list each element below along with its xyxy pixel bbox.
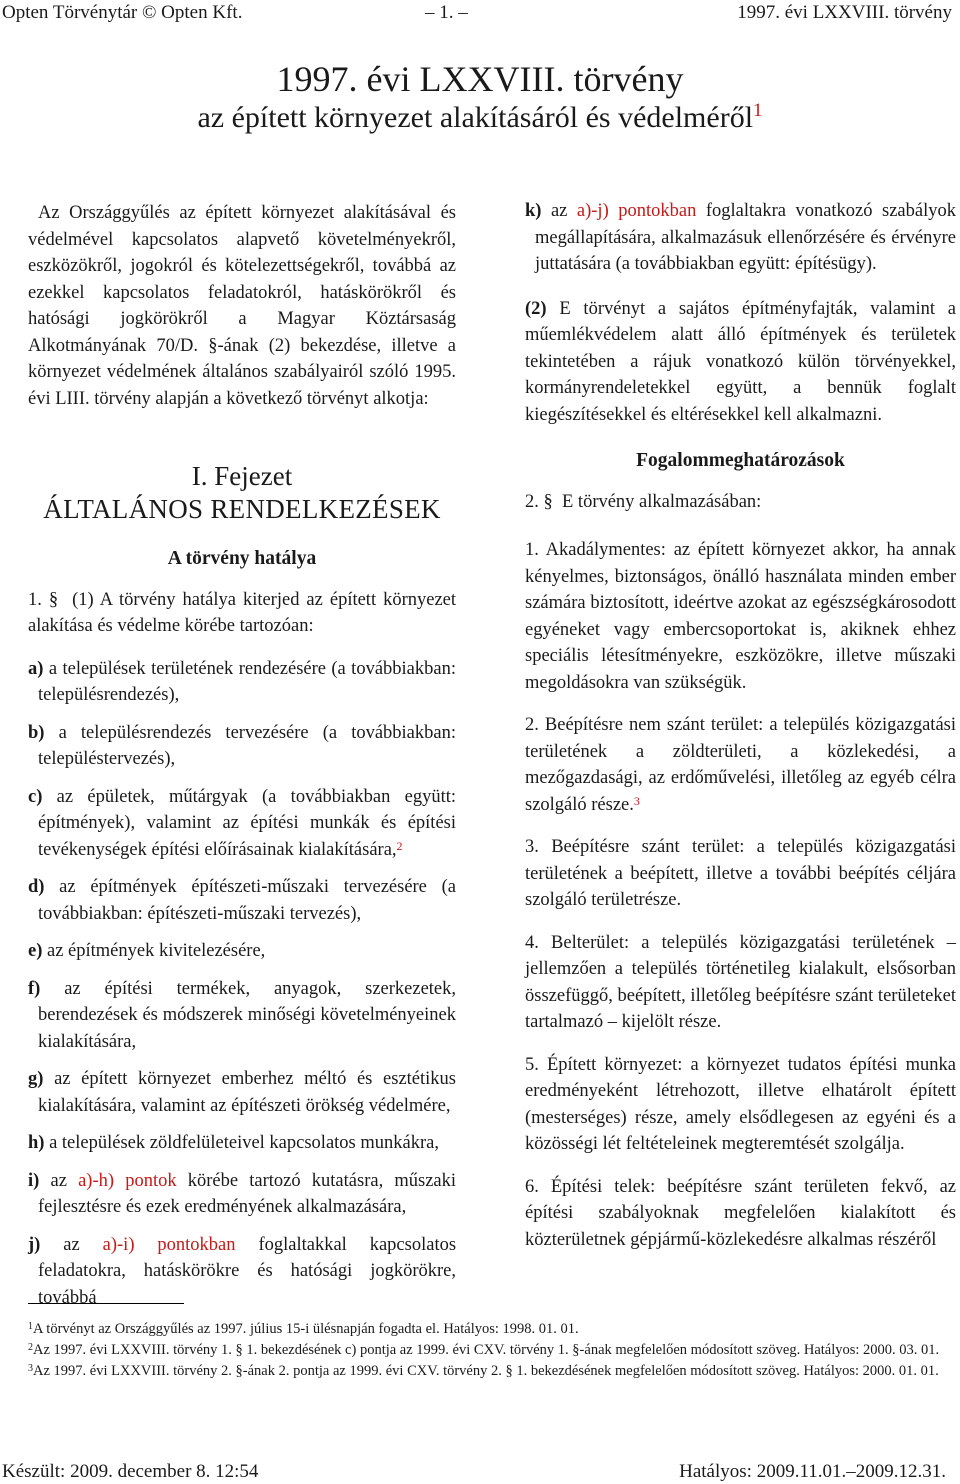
footnote-ref-3[interactable]: 3 — [633, 793, 640, 808]
list-item: f) az építési termékek, anyagok, szerkezetek, berendezések és módszerek minőségi követelményeinek kialakítására, — [28, 978, 457, 1052]
list-item: g) az épített környezet emberhez méltó és esztétikus kialakítására, valamint az építészeti örökség védelmére, — [28, 1069, 456, 1116]
definition-item: 3. Beépítésre szánt terület: a település közigazgatási területének a beépített, illetve a további beépítés céljára szolgáló területrésze. — [525, 837, 956, 910]
cross-reference-link[interactable]: a)-i) pontokban — [102, 1234, 236, 1255]
section-heading-scope: A törvény hatálya — [167, 548, 317, 569]
cross-reference-link[interactable]: a)-h) pontok — [78, 1170, 177, 1191]
definition-item: 4. Belterület: a település közigazgatási területének – jellemzően a település történetileg kialakult, elsősorban összefüggő, beépített, illetőleg beépítésre szánt területeket tartalmazó – kijelölt része. — [525, 932, 956, 1032]
list-item: h) a települések zöldfelületeivel kapcsolatos munkákra, — [28, 1133, 439, 1153]
footnote: $^2$Az 1997. évi LXXVIII. törvény 1. § 1. bekezdésének c) pontja az 1999. évi CXV. törvény 1. §-ának megfelelően módosított szöveg. Hatályos: 2000. 03. 01. — [28, 1342, 940, 1358]
law-title: 1997. évi LXXVIII. törvény — [276, 59, 684, 99]
left-column — [28, 200, 456, 1322]
footer-validity: Hatályos: 2009.11.01.–2009.12.31. — [679, 1461, 946, 1482]
header-source: Opten Törvénytár © Opten Kft. — [2, 2, 243, 23]
footnote-ref-2[interactable]: 2 — [396, 838, 403, 853]
chapter-title: ÁLTALÁNOS RENDELKEZÉSEK — [43, 494, 441, 524]
section-heading-definitions: Fogalommeghatározások — [636, 450, 845, 471]
definition-item: 1. Akadálymentes: az épített környezet akkor, ha annak kényelmes, biztonságos, önálló használata minden ember számára biztosított, ideértve azokat az egészségkárosodott egyéneket vagy embercsoportokat is, akiknek ehhez speciális létesítményekre, eszközökre, illetve műszaki megoldásokra van szükségük. — [525, 540, 956, 693]
footnote: $^1$A törvényt az Országgyűlés az 1997. július 15-i ülésnapján fogadta el. Hatályos: 1998. 01. 01. — [28, 1321, 579, 1337]
definition-item: 2. Beépítésre nem szánt terület: a település közigazgatási területének a zöldterületi, a közlekedési, a mezőgazdasági, az erdőművelési, illetőleg az egyéb célra szolgáló része.$^3$ — [525, 715, 956, 815]
list-item: i) az a)-h) pontok körébe tartozó kutatásra, műszaki fejlesztésre és ezek eredményének alkalmazására, — [28, 1170, 457, 1217]
footnotes — [28, 1320, 958, 1383]
header-law-title: 1997. évi LXXVIII. törvény — [737, 2, 952, 23]
footnote-ref-1[interactable]: 1 — [753, 100, 763, 121]
footnote-divider — [28, 1303, 184, 1304]
list-item: e) az építmények kivitelezésére, — [28, 941, 266, 961]
list-item: b) a településrendezés tervezésére (a továbbiakban: településtervezés), — [28, 722, 456, 769]
list-item: j) az a)-i) pontokban foglaltakkal kapcsolatos feladatokra, hatáskörökre és hatósági jogkörökre, továbbá — [28, 1234, 457, 1308]
chapter-number: I. Fejezet — [191, 461, 293, 491]
cross-reference-link[interactable]: a)-j) pontokban — [576, 201, 697, 221]
right-column — [525, 198, 956, 1269]
preamble: Az Országgyűlés az épített környezet alakításával és védelmével kapcsolatos alapvető követelményekről, eszközökről, jogokról és kötelezettségekről, továbbá az ezekkel kapcsolatos feladatokról, hatáskörökről és hatósági jogkörökről a Magyar Köztársaság Alkotmányának 70/D. §-ának (2) bekezdése, illetve a környezet védelmének általános szabályairól szóló 1995. évi LIII. törvény alapján a következő törvényt alkotja: — [28, 203, 456, 409]
definition-item: 5. Épített környezet: a környezet tudatos építési munka eredményeként létrehozott, illetve elhatárolt épített (mesterséges) része, amely elsődlegesen az egyéni és a közösségi lét feltételeinek megteremtését szolgálja. — [525, 1054, 956, 1154]
list-item: a) a települések területének rendezésére (a továbbiakban: településrendezés), — [28, 658, 456, 705]
header-page-number: – 1. – — [425, 2, 468, 23]
list-item: d) az építmények építészeti-műszaki tervezésére (a továbbiakban: építészeti-műszaki tervezés), — [28, 877, 456, 924]
list-item: c) az épületek, műtárgyak (a továbbiakban együtt: építmények), valamint az építési munkák és építési tevékenységek építési előírásainak kialakítására,$^2$ — [28, 786, 457, 860]
law-subtitle: az épített környezet alakításáról és védelméről$^1$ — [197, 100, 763, 134]
footer-generated-date: Készült: 2009. december 8. 12:54 — [2, 1461, 259, 1482]
definition-item: 6. Építési telek: beépítésre szánt területen fekvő, az építési szabályoknak megfelelően kialakított és közterületnek gépjármű-közlekedésre alkalmas részéről — [525, 1176, 956, 1250]
section-2-intro: 2. § E törvény alkalmazásában: — [525, 491, 762, 512]
section-1-para-2: (2) E törvényt a sajátos építményfajták, valamint a műemlékvédelem alatt álló építmények és területek tekintetében a rájuk vonatkozó külön törvényekkel, kormányrendeletekkel együtt, a bennük foglalt kiegészítésekkel és eltérésekkel kell alkalmazni. — [525, 298, 957, 425]
footnote: $^3$Az 1997. évi LXXVIII. törvény 2. §-ának 2. pontja az 1999. évi CXV. törvény 2. § 1. bekezdésének megfelelően módosított szöveg. Hatályos: 2000. 01. 01. — [28, 1363, 939, 1379]
list-item: k) az a)-j) pontokban foglaltakra vonatkozó szabályok megállapítására, alkalmazásuk ellenőrzésére és érvényre juttatására (a továbbiakban együtt: építésügy). — [525, 201, 956, 274]
section-1-para-1: 1. § (1) A törvény hatálya kiterjed az épített környezet alakítása és védelme körébe tartozóan: — [28, 589, 457, 636]
